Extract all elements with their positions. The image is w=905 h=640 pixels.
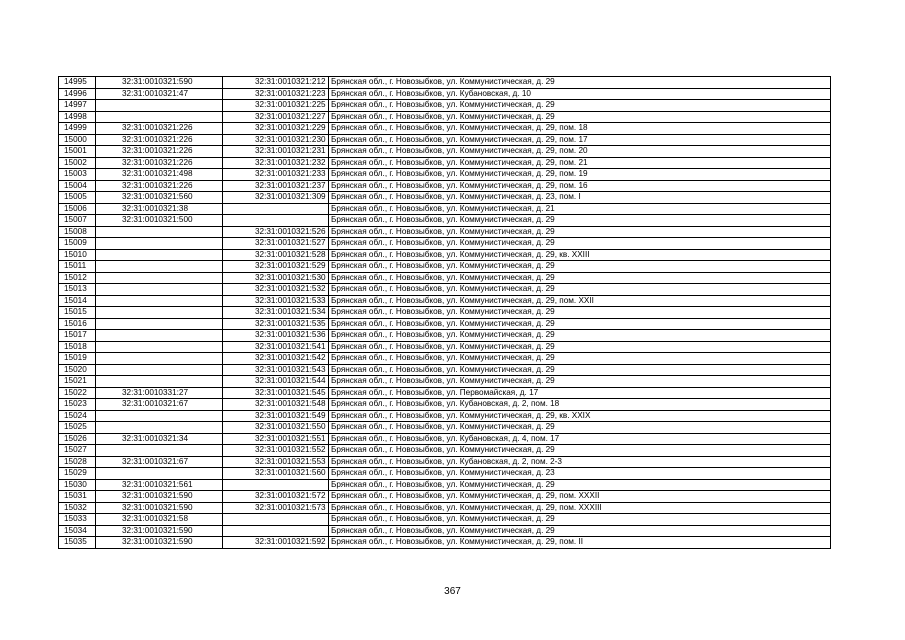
cadastral-parent-cell <box>96 249 223 261</box>
cadastral-parent-cell <box>96 111 223 123</box>
row-number-cell: 15004 <box>59 180 96 192</box>
row-number-cell: 15032 <box>59 502 96 514</box>
row-number-cell: 15022 <box>59 387 96 399</box>
cadastral-number-cell: 32:31:0010321:231 <box>223 146 329 158</box>
cadastral-number-cell <box>223 479 329 491</box>
table-row <box>59 203 831 215</box>
cadastral-number-cell: 32:31:0010321:237 <box>223 180 329 192</box>
cadastral-number-cell: 32:31:0010321:551 <box>223 433 329 445</box>
row-number-cell: 15011 <box>59 261 96 273</box>
property-register-table <box>58 76 831 549</box>
address-cell: Брянская обл., г. Новозыбков, ул. Коммунистическая, д. 29 <box>329 330 831 342</box>
table-row <box>59 295 831 307</box>
table-row <box>59 192 831 204</box>
cadastral-number-cell <box>223 525 329 537</box>
address-cell: Брянская обл., г. Новозыбков, ул. Коммунистическая, д. 21 <box>329 203 831 215</box>
address-cell: Брянская обл., г. Новозыбков, ул. Коммунистическая, д. 29 <box>329 364 831 376</box>
cadastral-number-cell: 32:31:0010321:553 <box>223 456 329 468</box>
cadastral-parent-cell <box>96 318 223 330</box>
table-row <box>59 341 831 353</box>
table-row <box>59 502 831 514</box>
cadastral-parent-cell: 32:31:0010321:47 <box>96 88 223 100</box>
address-cell: Брянская обл., г. Новозыбков, ул. Коммунистическая, д. 23 <box>329 468 831 480</box>
table-row <box>59 226 831 238</box>
address-cell: Брянская обл., г. Новозыбков, ул. Коммунистическая, д. 29, кв. XXIII <box>329 249 831 261</box>
row-number-cell: 15035 <box>59 537 96 549</box>
table-row <box>59 410 831 422</box>
cadastral-parent-cell: 32:31:0010331:27 <box>96 387 223 399</box>
cadastral-parent-cell: 32:31:0010321:500 <box>96 215 223 227</box>
row-number-cell: 15014 <box>59 295 96 307</box>
cadastral-parent-cell <box>96 284 223 296</box>
cadastral-parent-cell <box>96 364 223 376</box>
row-number-cell: 15030 <box>59 479 96 491</box>
address-cell: Брянская обл., г. Новозыбков, ул. Коммунистическая, д. 29 <box>329 100 831 112</box>
table-row <box>59 215 831 227</box>
row-number-cell: 14997 <box>59 100 96 112</box>
table-row <box>59 146 831 158</box>
address-cell: Брянская обл., г. Новозыбков, ул. Коммунистическая, д. 29 <box>329 318 831 330</box>
cadastral-number-cell <box>223 215 329 227</box>
address-cell: Брянская обл., г. Новозыбков, ул. Коммунистическая, д. 29, пом. XXXII <box>329 491 831 503</box>
table-row <box>59 525 831 537</box>
cadastral-parent-cell: 32:31:0010321:34 <box>96 433 223 445</box>
table-row <box>59 249 831 261</box>
cadastral-number-cell: 32:31:0010321:534 <box>223 307 329 319</box>
address-cell: Брянская обл., г. Новозыбков, ул. Кубановская, д. 2, пом. 2-3 <box>329 456 831 468</box>
address-cell: Брянская обл., г. Новозыбков, ул. Коммунистическая, д. 29 <box>329 341 831 353</box>
row-number-cell: 14998 <box>59 111 96 123</box>
row-number-cell: 15010 <box>59 249 96 261</box>
row-number-cell: 15017 <box>59 330 96 342</box>
address-cell: Брянская обл., г. Новозыбков, ул. Кубановская, д. 4, пом. 17 <box>329 433 831 445</box>
table-row <box>59 399 831 411</box>
table-row <box>59 157 831 169</box>
cadastral-parent-cell: 32:31:0010321:590 <box>96 537 223 549</box>
row-number-cell: 15005 <box>59 192 96 204</box>
row-number-cell: 15006 <box>59 203 96 215</box>
table-row <box>59 456 831 468</box>
cadastral-number-cell: 32:31:0010321:543 <box>223 364 329 376</box>
page-number: 367 <box>444 586 461 597</box>
address-cell: Брянская обл., г. Новозыбков, ул. Коммунистическая, д. 29 <box>329 215 831 227</box>
table-row <box>59 422 831 434</box>
row-number-cell: 15012 <box>59 272 96 284</box>
cadastral-parent-cell <box>96 341 223 353</box>
address-cell: Брянская обл., г. Новозыбков, ул. Коммунистическая, д. 29, пом. XXII <box>329 295 831 307</box>
row-number-cell: 15025 <box>59 422 96 434</box>
cadastral-number-cell: 32:31:0010321:212 <box>223 77 329 89</box>
cadastral-parent-cell <box>96 422 223 434</box>
row-number-cell: 15029 <box>59 468 96 480</box>
cadastral-parent-cell: 32:31:0010321:226 <box>96 157 223 169</box>
cadastral-number-cell: 32:31:0010321:529 <box>223 261 329 273</box>
cadastral-parent-cell: 32:31:0010321:38 <box>96 203 223 215</box>
cadastral-number-cell: 32:31:0010321:530 <box>223 272 329 284</box>
address-cell: Брянская обл., г. Новозыбков, ул. Кубановская, д. 2, пом. 18 <box>329 399 831 411</box>
address-cell: Брянская обл., г. Новозыбков, ул. Коммунистическая, д. 29, кв. XXIX <box>329 410 831 422</box>
cadastral-number-cell: 32:31:0010321:225 <box>223 100 329 112</box>
table-row <box>59 514 831 526</box>
table-row <box>59 318 831 330</box>
cadastral-number-cell: 32:31:0010321:560 <box>223 468 329 480</box>
address-cell: Брянская обл., г. Новозыбков, ул. Коммунистическая, д. 29 <box>329 445 831 457</box>
row-number-cell: 15027 <box>59 445 96 457</box>
address-cell: Брянская обл., г. Новозыбков, ул. Первомайская, д. 17 <box>329 387 831 399</box>
cadastral-parent-cell: 32:31:0010321:590 <box>96 525 223 537</box>
row-number-cell: 14999 <box>59 123 96 135</box>
address-cell: Брянская обл., г. Новозыбков, ул. Коммунистическая, д. 29, пом. 17 <box>329 134 831 146</box>
cadastral-number-cell <box>223 203 329 215</box>
row-number-cell: 15019 <box>59 353 96 365</box>
table-row <box>59 387 831 399</box>
cadastral-parent-cell: 32:31:0010321:590 <box>96 502 223 514</box>
table-row <box>59 468 831 480</box>
cadastral-number-cell: 32:31:0010321:545 <box>223 387 329 399</box>
cadastral-parent-cell: 32:31:0010321:226 <box>96 123 223 135</box>
cadastral-parent-cell <box>96 445 223 457</box>
address-cell: Брянская обл., г. Новозыбков, ул. Коммунистическая, д. 29, пом. XXXIII <box>329 502 831 514</box>
address-cell: Брянская обл., г. Новозыбков, ул. Коммунистическая, д. 29 <box>329 525 831 537</box>
row-number-cell: 15023 <box>59 399 96 411</box>
cadastral-number-cell: 32:31:0010321:533 <box>223 295 329 307</box>
row-number-cell: 15028 <box>59 456 96 468</box>
address-cell: Брянская обл., г. Новозыбков, ул. Коммунистическая, д. 29 <box>329 307 831 319</box>
table-row <box>59 134 831 146</box>
address-cell: Брянская обл., г. Новозыбков, ул. Коммунистическая, д. 29 <box>329 376 831 388</box>
table-row <box>59 284 831 296</box>
cadastral-number-cell: 32:31:0010321:527 <box>223 238 329 250</box>
cadastral-number-cell: 32:31:0010321:592 <box>223 537 329 549</box>
cadastral-number-cell: 32:31:0010321:572 <box>223 491 329 503</box>
cadastral-parent-cell: 32:31:0010321:58 <box>96 514 223 526</box>
cadastral-number-cell <box>223 514 329 526</box>
cadastral-number-cell: 32:31:0010321:535 <box>223 318 329 330</box>
address-cell: Брянская обл., г. Новозыбков, ул. Коммунистическая, д. 29 <box>329 111 831 123</box>
row-number-cell: 15033 <box>59 514 96 526</box>
cadastral-number-cell: 32:31:0010321:541 <box>223 341 329 353</box>
row-number-cell: 15034 <box>59 525 96 537</box>
row-number-cell: 15008 <box>59 226 96 238</box>
table-row <box>59 238 831 250</box>
cadastral-parent-cell <box>96 226 223 238</box>
address-cell: Брянская обл., г. Новозыбков, ул. Коммунистическая, д. 29, пом. 18 <box>329 123 831 135</box>
cadastral-number-cell: 32:31:0010321:230 <box>223 134 329 146</box>
cadastral-number-cell: 32:31:0010321:552 <box>223 445 329 457</box>
cadastral-number-cell: 32:31:0010321:233 <box>223 169 329 181</box>
cadastral-number-cell: 32:31:0010321:542 <box>223 353 329 365</box>
table-row <box>59 376 831 388</box>
row-number-cell: 15009 <box>59 238 96 250</box>
address-cell: Брянская обл., г. Новозыбков, ул. Коммунистическая, д. 29 <box>329 238 831 250</box>
address-cell: Брянская обл., г. Новозыбков, ул. Коммунистическая, д. 29, пом. 21 <box>329 157 831 169</box>
cadastral-parent-cell <box>96 468 223 480</box>
address-cell: Брянская обл., г. Новозыбков, ул. Коммунистическая, д. 29 <box>329 261 831 273</box>
table-row <box>59 111 831 123</box>
address-cell: Брянская обл., г. Новозыбков, ул. Коммунистическая, д. 29, пом. 16 <box>329 180 831 192</box>
cadastral-parent-cell: 32:31:0010321:561 <box>96 479 223 491</box>
cadastral-parent-cell: 32:31:0010321:67 <box>96 399 223 411</box>
row-number-cell: 15016 <box>59 318 96 330</box>
cadastral-parent-cell <box>96 330 223 342</box>
cadastral-number-cell: 32:31:0010321:232 <box>223 157 329 169</box>
cadastral-parent-cell: 32:31:0010321:226 <box>96 134 223 146</box>
table-row <box>59 445 831 457</box>
table-row <box>59 77 831 89</box>
cadastral-parent-cell <box>96 272 223 284</box>
row-number-cell: 15018 <box>59 341 96 353</box>
table-row <box>59 180 831 192</box>
address-cell: Брянская обл., г. Новозыбков, ул. Коммунистическая, д. 29 <box>329 422 831 434</box>
cadastral-parent-cell <box>96 100 223 112</box>
table-row <box>59 433 831 445</box>
table-row <box>59 491 831 503</box>
cadastral-parent-cell: 32:31:0010321:590 <box>96 77 223 89</box>
address-cell: Брянская обл., г. Новозыбков, ул. Коммунистическая, д. 29 <box>329 77 831 89</box>
row-number-cell: 15020 <box>59 364 96 376</box>
address-cell: Брянская обл., г. Новозыбков, ул. Коммунистическая, д. 29, пом. 19 <box>329 169 831 181</box>
cadastral-number-cell: 32:31:0010321:227 <box>223 111 329 123</box>
address-cell: Брянская обл., г. Новозыбков, ул. Коммунистическая, д. 29 <box>329 272 831 284</box>
row-number-cell: 15031 <box>59 491 96 503</box>
cadastral-parent-cell: 32:31:0010321:226 <box>96 180 223 192</box>
address-cell: Брянская обл., г. Новозыбков, ул. Коммунистическая, д. 29, пом. II <box>329 537 831 549</box>
row-number-cell: 15013 <box>59 284 96 296</box>
table-row <box>59 169 831 181</box>
row-number-cell: 14995 <box>59 77 96 89</box>
cadastral-number-cell: 32:31:0010321:309 <box>223 192 329 204</box>
address-cell: Брянская обл., г. Новозыбков, ул. Коммунистическая, д. 29 <box>329 284 831 296</box>
cadastral-parent-cell <box>96 410 223 422</box>
row-number-cell: 15024 <box>59 410 96 422</box>
cadastral-number-cell: 32:31:0010321:532 <box>223 284 329 296</box>
row-number-cell: 15007 <box>59 215 96 227</box>
cadastral-parent-cell: 32:31:0010321:560 <box>96 192 223 204</box>
row-number-cell: 14996 <box>59 88 96 100</box>
cadastral-parent-cell: 32:31:0010321:590 <box>96 491 223 503</box>
cadastral-number-cell: 32:31:0010321:528 <box>223 249 329 261</box>
cadastral-parent-cell <box>96 307 223 319</box>
table-row <box>59 123 831 135</box>
row-number-cell: 15000 <box>59 134 96 146</box>
table-row <box>59 330 831 342</box>
table-row <box>59 100 831 112</box>
cadastral-parent-cell <box>96 261 223 273</box>
table-row <box>59 537 831 549</box>
table-body <box>59 77 831 549</box>
cadastral-number-cell: 32:31:0010321:526 <box>223 226 329 238</box>
cadastral-number-cell: 32:31:0010321:548 <box>223 399 329 411</box>
cadastral-number-cell: 32:31:0010321:549 <box>223 410 329 422</box>
cadastral-number-cell: 32:31:0010321:229 <box>223 123 329 135</box>
cadastral-number-cell: 32:31:0010321:223 <box>223 88 329 100</box>
cadastral-number-cell: 32:31:0010321:544 <box>223 376 329 388</box>
row-number-cell: 15026 <box>59 433 96 445</box>
cadastral-parent-cell <box>96 353 223 365</box>
table-row <box>59 353 831 365</box>
cadastral-number-cell: 32:31:0010321:536 <box>223 330 329 342</box>
cadastral-parent-cell: 32:31:0010321:67 <box>96 456 223 468</box>
table-row <box>59 479 831 491</box>
address-cell: Брянская обл., г. Новозыбков, ул. Коммунистическая, д. 29, пом. 20 <box>329 146 831 158</box>
cadastral-parent-cell <box>96 295 223 307</box>
table-row <box>59 307 831 319</box>
address-cell: Брянская обл., г. Новозыбков, ул. Коммунистическая, д. 29 <box>329 514 831 526</box>
row-number-cell: 15015 <box>59 307 96 319</box>
cadastral-parent-cell <box>96 376 223 388</box>
cadastral-parent-cell: 32:31:0010321:226 <box>96 146 223 158</box>
table-row <box>59 364 831 376</box>
cadastral-parent-cell <box>96 238 223 250</box>
table-row <box>59 88 831 100</box>
address-cell: Брянская обл., г. Новозыбков, ул. Кубановская, д. 10 <box>329 88 831 100</box>
row-number-cell: 15001 <box>59 146 96 158</box>
cadastral-parent-cell: 32:31:0010321:498 <box>96 169 223 181</box>
table-row <box>59 261 831 273</box>
cadastral-number-cell: 32:31:0010321:573 <box>223 502 329 514</box>
row-number-cell: 15002 <box>59 157 96 169</box>
table-row <box>59 272 831 284</box>
row-number-cell: 15003 <box>59 169 96 181</box>
cadastral-number-cell: 32:31:0010321:550 <box>223 422 329 434</box>
address-cell: Брянская обл., г. Новозыбков, ул. Коммунистическая, д. 23, пом. I <box>329 192 831 204</box>
address-cell: Брянская обл., г. Новозыбков, ул. Коммунистическая, д. 29 <box>329 226 831 238</box>
row-number-cell: 15021 <box>59 376 96 388</box>
address-cell: Брянская обл., г. Новозыбков, ул. Коммунистическая, д. 29 <box>329 353 831 365</box>
address-cell: Брянская обл., г. Новозыбков, ул. Коммунистическая, д. 29 <box>329 479 831 491</box>
